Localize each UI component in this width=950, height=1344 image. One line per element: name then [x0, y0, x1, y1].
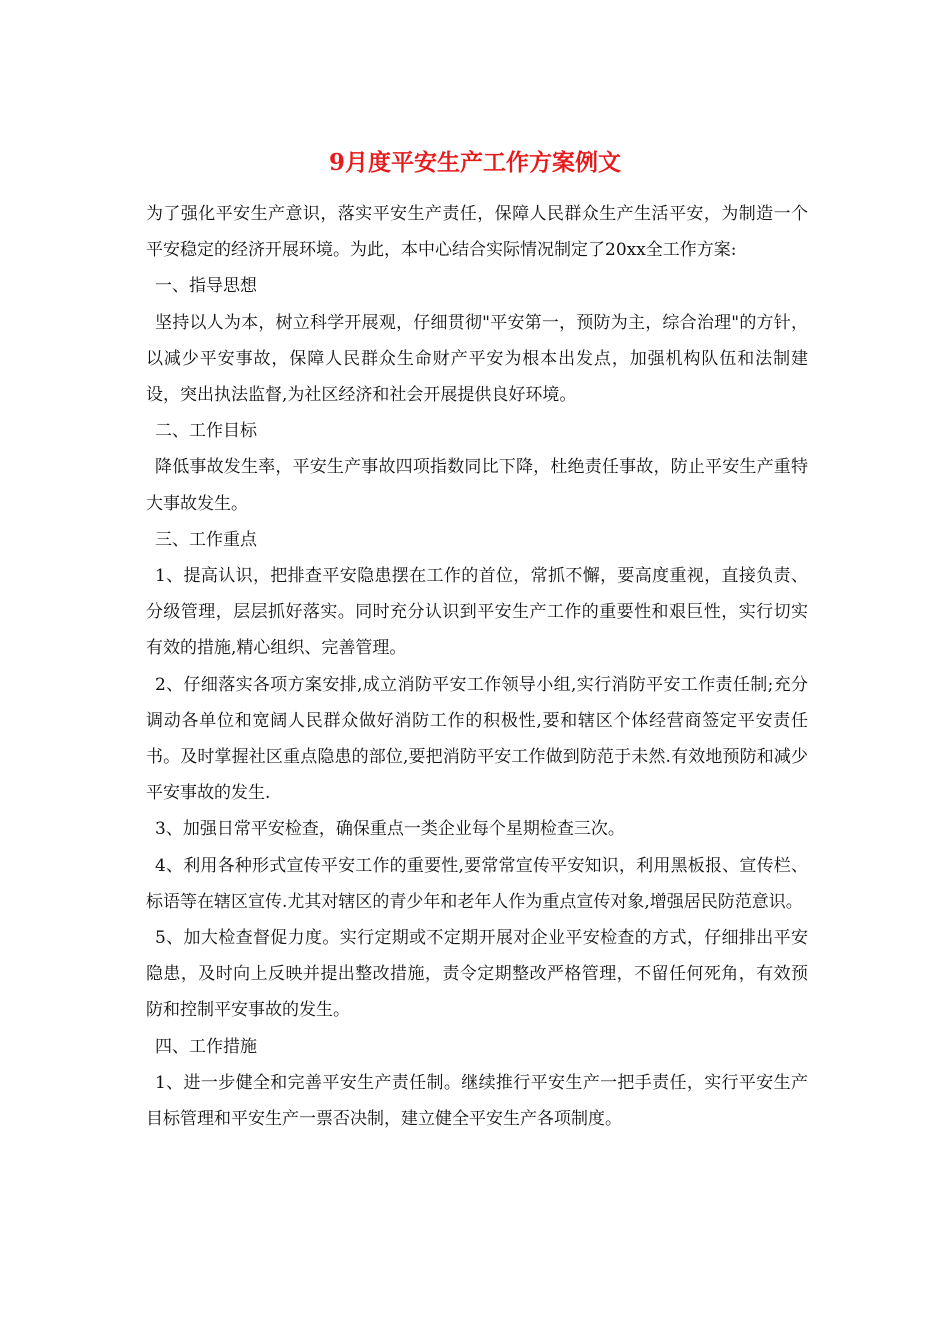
section-heading: 一、指导思想 [155, 276, 257, 297]
document-title: 9月度平安生产工作方案例文 [328, 149, 621, 176]
list-item: 5、加大检查督促力度。实行定期或不定期开展对企业平安检查的方式，仔细排出平安隐患，及时向上反映并提出整改措施，责令定期整改严格管理，不留任何死角，有效预防和控制平安事故的发生。 [146, 928, 808, 1021]
section-heading: 二、工作目标 [155, 421, 257, 442]
body-paragraph: 降低事故发生率，平安生产事故四项指数同比下降，杜绝责任事故，防止平安生产重特大事故发生。 [146, 457, 808, 514]
list-item: 1、提高认识，把排查平安隐患摆在工作的首位，常抓不懈，要高度重视，直接负责、分级管理，层层抓好落实。同时充分认识到平安生产工作的重要性和艰巨性，实行切实有效的措施,精心组织、完善管理。 [146, 566, 808, 659]
document-body [146, 196, 808, 1137]
list-item: 1、进一步健全和完善平安生产责任制。继续推行平安生产一把手责任，实行平安生产目标管理和平安生产一票否决制，建立健全平安生产各项制度。 [146, 1072, 808, 1130]
list-item: 2、仔细落实各项方案安排,成立消防平安工作领导小组,实行消防平安工作责任制;充分调动各单位和宽阔人民群众做好消防工作的积极性,要和辖区个体经营商签定平安责任书。及时掌握社区重点隐患的部位,要把消防平安工作做到防范于未然.有效地预防和减少平安事故的发生. [146, 674, 808, 804]
section-heading: 三、工作重点 [155, 529, 257, 550]
intro-paragraph: 为了强化平安生产意识，落实平安生产责任，保障人民群众生产生活平安，为制造一个平安稳定的经济开展环境。为此，本中心结合实际情况制定了20xx全工作方案: [146, 204, 808, 261]
list-item: 4、利用各种形式宣传平安工作的重要性,要常常宣传平安知识，利用黑板报、宣传栏、标语等在辖区宣传.尤其对辖区的青少年和老年人作为重点宣传对象,增强居民防范意识。 [146, 855, 808, 912]
body-paragraph: 坚持以人为本，树立科学开展观，仔细贯彻"平安第一，预防为主，综合治理"的方针，以减少平安事故，保障人民群众生命财产平安为根本出发点，加强机构队伍和法制建设，突出执法监督,为社区经济和社会开展提供良好环境。 [146, 312, 808, 406]
section-heading: 四、工作措施 [155, 1036, 257, 1057]
list-item: 3、加强日常平安检查，确保重点一类企业每个星期检查三次。 [155, 819, 625, 840]
